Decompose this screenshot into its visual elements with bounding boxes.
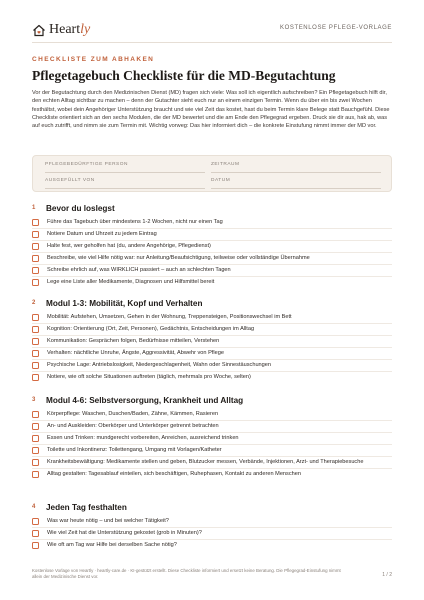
item-text: Lege eine Liste aller Medikamente, Diagnosen und Hilfsmittel bereit bbox=[47, 279, 215, 286]
item-text: Mobilität: Aufstehen, Umsetzen, Gehen in der Wohnung, Treppensteigen, Positionswechsel im Bett bbox=[47, 314, 292, 321]
checkbox[interactable] bbox=[32, 326, 39, 333]
checklist-item bbox=[32, 277, 392, 288]
checkbox[interactable] bbox=[32, 530, 39, 537]
item-text: An- und Auskleiden: Oberkörper und Unterkörper getrennt betrachten bbox=[47, 423, 219, 430]
checklist-item bbox=[32, 469, 392, 480]
checkbox[interactable] bbox=[32, 362, 39, 369]
checklist-item bbox=[32, 348, 392, 360]
checklist-item bbox=[32, 528, 392, 540]
section-title: Jeden Tag festhalten bbox=[46, 502, 127, 512]
section-number: 4 bbox=[32, 504, 36, 510]
item-text: Alltag gestalten: Tagesablauf einteilen, sich beschäftigen, Ruhephasen, Kontakt zu anderen Menschen bbox=[47, 471, 301, 478]
item-text: Psychische Lage: Antriebslosigkeit, Niedergeschlagenheit, Wahn oder Sinnestäuschungen bbox=[47, 362, 271, 369]
header-tag: KOSTENLOSE PFLEGE-VORLAGE bbox=[279, 25, 392, 31]
checklist-item bbox=[32, 229, 392, 241]
checklist-item bbox=[32, 324, 392, 336]
checklist-item bbox=[32, 445, 392, 457]
intro-paragraph: Vor der Begutachtung durch den Medizinischen Dienst (MD) fragen sich viele: Was soll ich eigentlich aufschreiben? Ein Pflegetagebuch hilft dir, den echten Alltag sichtbar zu machen – denn der Gutachter sieht euch nur an einem einzigen Termin. Wenn du über ein bis zwei Wochen festhältst, wobei dein Angehöriger Unterstützung braucht und wie viel Zeit das kostet, hast du beim Termin klare Belege statt Bauchgefühl. Diese Checkliste orientiert sich an den sechs Modulen, die der MD bewertet und die am Ende den Pflegegrad ergeben. Druck sie dir aus, hak ab, was auf euch zutrifft, und nimm sie zum Termin mit. Wichtig vorweg: Das hier informiert dich – die konkrete Einstufung nimmt immer der MD vor. bbox=[32, 90, 390, 130]
page-footer: Kostenlose Vorlage von Heartly · heartly-care.de · KI-gestützt erstellt. Diese Checkliste informiert und ersetzt keine Beratung. Die Pflegegrad-Einstufung nimmt allein der Medizinische Dienst vor. bbox=[32, 568, 341, 579]
section-heading bbox=[32, 202, 392, 214]
checklist-item bbox=[32, 265, 392, 277]
field-line-datum[interactable] bbox=[211, 188, 381, 189]
section-heading bbox=[32, 501, 392, 513]
item-text: Kommunikation: Gesprächen folgen, Bedürfnisse mitteilen, Verstehen bbox=[47, 338, 220, 345]
checklist-item bbox=[32, 372, 392, 383]
checkbox[interactable] bbox=[32, 314, 39, 321]
section-heading bbox=[32, 297, 392, 309]
checkbox[interactable] bbox=[32, 338, 39, 345]
section-title: Modul 1-3: Mobilität, Kopf und Verhalten bbox=[46, 298, 203, 308]
checkbox[interactable] bbox=[32, 219, 39, 226]
item-text: Notiere Datum und Uhrzeit zu jedem Eintrag bbox=[47, 231, 157, 238]
checkbox[interactable] bbox=[32, 542, 39, 549]
item-text: Körperpflege: Waschen, Duschen/Baden, Zähne, Kämmen, Rasieren bbox=[47, 411, 219, 418]
page-title: Pflegetagebuch Checkliste für die MD-Begutachtung bbox=[32, 68, 336, 83]
item-text: Halte fest, wer geholfen hat (du, andere Angehörige, Pflegedienst) bbox=[47, 243, 211, 250]
item-text: Essen und Trinken: mundgerecht vorbereiten, Anreichen, ausreichend trinken bbox=[47, 435, 239, 442]
item-text: Beschreibe, wie viel Hilfe nötig war: nur Anleitung/Beaufsichtigung, teilweise oder vollständige Übernahme bbox=[47, 255, 310, 262]
checklist-item bbox=[32, 457, 392, 469]
checklist-item bbox=[32, 253, 392, 265]
checkbox[interactable] bbox=[32, 374, 39, 381]
checklist-item bbox=[32, 540, 392, 551]
section-title: Modul 4-6: Selbstversorgung, Krankheit und Alltag bbox=[46, 395, 244, 405]
checkbox[interactable] bbox=[32, 231, 39, 238]
checklist-item bbox=[32, 409, 392, 421]
section-2 bbox=[32, 297, 392, 383]
checklist-item bbox=[32, 516, 392, 528]
item-text: Was war heute nötig – und bei welcher Tätigkeit? bbox=[47, 518, 169, 525]
item-text: Notiere, wie oft solche Situationen auftreten (täglich, mehrmals pro Woche, selten) bbox=[47, 374, 251, 381]
brand-logo bbox=[32, 22, 90, 38]
checklist-item bbox=[32, 241, 392, 253]
item-text: Wie oft am Tag war Hilfe bei derselben Sache nötig? bbox=[47, 542, 177, 549]
item-text: Krankheitsbewältigung: Medikamente stellen und geben, Blutzucker messen, Verbände, Injektionen, Arzt- und Therapiebesuche bbox=[47, 459, 364, 466]
info-fields-box bbox=[32, 155, 392, 192]
section-title: Bevor du loslegst bbox=[46, 203, 115, 213]
section-1 bbox=[32, 202, 392, 288]
brand-name: Heartly bbox=[49, 22, 91, 37]
checkbox[interactable] bbox=[32, 279, 39, 286]
section-number: 2 bbox=[32, 300, 36, 306]
checklist-item bbox=[32, 421, 392, 433]
item-text: Wie viel Zeit hat die Unterstützung gekostet (grob in Minuten)? bbox=[47, 530, 202, 537]
checkbox[interactable] bbox=[32, 350, 39, 357]
item-text: Führe das Tagebuch über mindestens 1-2 Wochen, nicht nur einen Tag bbox=[47, 219, 223, 226]
checkbox[interactable] bbox=[32, 459, 39, 466]
house-icon bbox=[32, 24, 46, 37]
checkbox[interactable] bbox=[32, 435, 39, 442]
checkbox[interactable] bbox=[32, 471, 39, 478]
checkbox[interactable] bbox=[32, 243, 39, 250]
field-line-zeitraum[interactable] bbox=[211, 172, 381, 173]
item-text: Toilette und Inkontinenz: Toilettengang, Umgang mit Vorlagen/Katheter bbox=[47, 447, 222, 454]
field-label-person: PFLEGEBEDÜRFTIGE PERSON bbox=[45, 162, 128, 167]
item-text: Verhalten: nächtliche Unruhe, Ängste, Aggressivität, Abwehr von Pflege bbox=[47, 350, 224, 357]
page-number: 1 / 2 bbox=[382, 572, 392, 578]
header-divider bbox=[32, 42, 392, 43]
section-4 bbox=[32, 501, 392, 551]
section-3 bbox=[32, 394, 392, 480]
checkbox[interactable] bbox=[32, 267, 39, 274]
field-label-datum: DATUM bbox=[211, 178, 231, 183]
field-label-zeitraum: ZEITRAUM bbox=[211, 162, 240, 167]
section-number: 1 bbox=[32, 205, 36, 211]
checklist-item bbox=[32, 433, 392, 445]
field-line-person[interactable] bbox=[45, 172, 205, 173]
field-label-ausgefuellt: AUSGEFÜLLT VON bbox=[45, 178, 95, 183]
item-text: Schreibe ehrlich auf, was WIRKLICH passiert – auch an schlechten Tagen bbox=[47, 267, 231, 274]
checkbox[interactable] bbox=[32, 447, 39, 454]
section-number: 3 bbox=[32, 397, 36, 403]
eyebrow-label: CHECKLISTE ZUM ABHAKEN bbox=[32, 56, 155, 63]
checkbox[interactable] bbox=[32, 518, 39, 525]
item-text: Kognition: Orientierung (Ort, Zeit, Personen), Gedächtnis, Entscheidungen im Alltag bbox=[47, 326, 255, 333]
checklist-item bbox=[32, 312, 392, 324]
checklist-item bbox=[32, 360, 392, 372]
field-line-ausgefuellt[interactable] bbox=[45, 188, 205, 189]
checklist-item bbox=[32, 336, 392, 348]
checklist-item bbox=[32, 217, 392, 229]
checkbox[interactable] bbox=[32, 423, 39, 430]
checkbox[interactable] bbox=[32, 411, 39, 418]
page-header bbox=[32, 22, 392, 38]
checkbox[interactable] bbox=[32, 255, 39, 262]
section-heading bbox=[32, 394, 392, 406]
